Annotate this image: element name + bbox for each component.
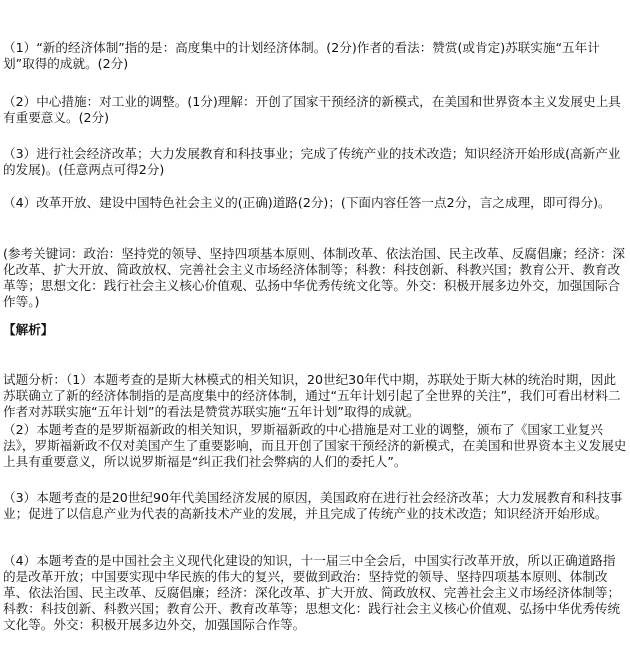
analysis-q4: （4）本题考查的是中国社会主义现代化建设的知识，十一届三中全会后，中国实行改革开放，所以正确道路指的是改革开放；中国要实现中华民族的伟大的复兴，要做到政治：坚持党的领导、坚持四项基本原则、体制改革、依法治国、民主改革、反腐倡廉；经济：深化改革、扩大开放、简政放权、完善社会主义市场经济体制等；科教：科技创新、科教兴国；教育公开、教育改革等；思想文化：践行社会主义核心价值观、弘扬中华优秀传统文化等。外交：积极开展多边外交，加强国际合作等。 — [3, 553, 621, 632]
analysis-q1: 试题分析：（1）本题考查的是斯大林模式的相关知识，20世纪30年代中期，苏联处于斯大林的统治时期，因此苏联确立了新的经济体制指的是高度集中的经济体制，通过“五年计划引起了全世界的关注”，我们可看出材料二作者对苏联实施“五年计划”的看法是赞赏苏联实施“五年计划”取得的成就。 — [3, 372, 621, 419]
answer-q3: （3）进行社会经济改革；大力发展教育和科技事业；完成了传统产业的技术改造；知识经济开始形成(高新产业的发展)。(任意两点可得2分) — [3, 146, 621, 177]
reference-keywords: (参考关键词：政治：坚持党的领导、坚持四项基本原则、体制改革、依法治国、民主改革、反腐倡廉；经济：深化改革、扩大开放、简政放权、完善社会主义市场经济体制等；科教：科技创新、科教兴国；教育公开、教育改革等；思想文化：践行社会主义核心价值观、弘扬中华优秀传统文化等。外交：积极开展多边外交，加强国际合作等。) — [3, 246, 626, 309]
answer-q1: （1）“新的经济体制”指的是：高度集中的计划经济体制。(2分)作者的看法：赞赏(或肯定)苏联实施“五年计划”取得的成就。(2分) — [3, 40, 600, 71]
analysis-heading: 【解析】 — [3, 322, 54, 337]
answer-q4: （4）改革开放、建设中国特色社会主义的(正确)道路(2分)；(下面内容任答一点2分，言之成理，即可得分)。 — [3, 195, 611, 210]
analysis-q3: （3）本题考查的是20世纪90年代美国经济发展的原因，美国政府在进行社会经济改革；大力发展教育和科技事业；促进了以信息产业为代表的高新技术产业的发展，并且完成了传统产业的技术改造；知识经济开始形成。 — [3, 490, 623, 521]
answer-q2: （2）中心措施：对工业的调整。(1分)理解：开创了国家干预经济的新模式，在美国和世界资本主义发展史上具有重要意义。(2分) — [3, 94, 621, 125]
analysis-q2: （2）本题考查的是罗斯福新政的相关知识，罗斯福新政的中心措施是对工业的调整，颁布了《国家工业复兴法》，罗斯福新政不仅对美国产生了重要影响，而且开创了国家干预经济的新模式，在美国和世界资本主义发展史上具有重要意义，所以说罗斯福是“纠正我们社会弊病的人们的委托人”。 — [3, 422, 627, 469]
